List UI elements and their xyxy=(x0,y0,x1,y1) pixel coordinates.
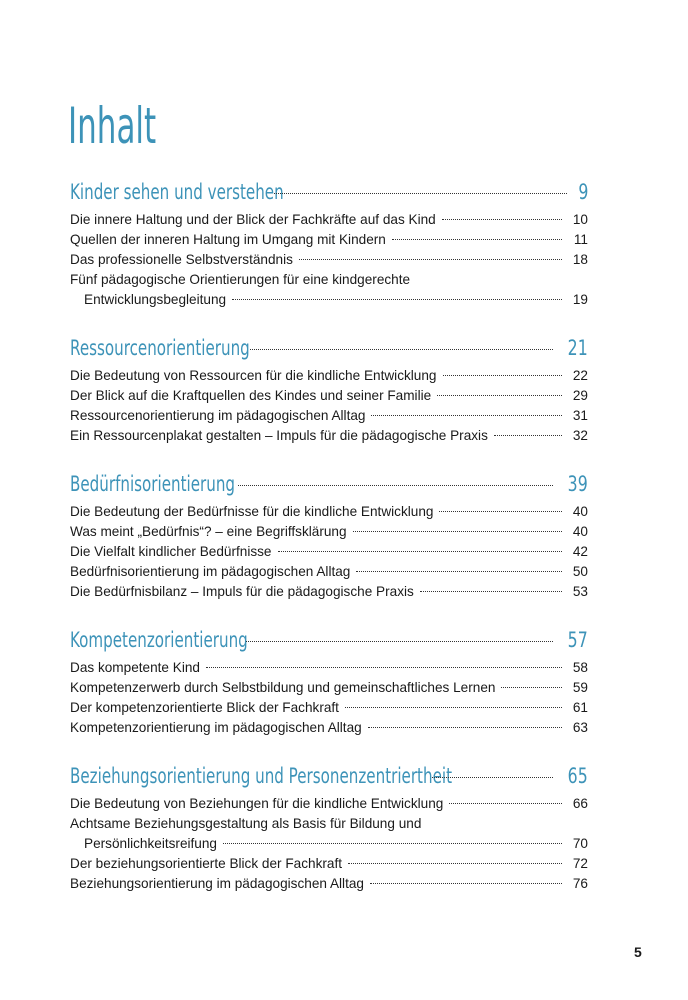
toc-entry[interactable] xyxy=(70,542,588,562)
dot-leader xyxy=(432,777,553,778)
dot-leader xyxy=(353,531,562,532)
chapter-title: Kompetenzorientierung xyxy=(70,628,248,652)
chapter-page: 9 xyxy=(577,180,588,204)
entry-page: 10 xyxy=(572,212,588,227)
dot-leader xyxy=(501,687,562,688)
entry-page: 72 xyxy=(572,856,588,871)
entry-page: 58 xyxy=(572,660,588,675)
toc-entry[interactable] xyxy=(70,814,588,834)
dot-leader xyxy=(274,193,567,194)
entry-page: 53 xyxy=(572,584,588,599)
entry-title: Ressourcenorientierung im pädagogischen Alltag xyxy=(70,408,366,423)
dot-leader xyxy=(250,349,553,350)
toc-entry[interactable] xyxy=(70,854,588,874)
dot-leader xyxy=(206,667,562,668)
toc-section xyxy=(70,336,588,446)
toc-section xyxy=(70,472,588,602)
dot-leader xyxy=(392,239,562,240)
entry-page: 40 xyxy=(572,504,588,519)
chapter-heading[interactable] xyxy=(70,336,588,366)
entry-title: Entwicklungsbegleitung xyxy=(84,292,227,307)
entry-page: 70 xyxy=(572,836,588,851)
toc-entry[interactable] xyxy=(70,210,588,230)
dot-leader xyxy=(449,803,562,804)
toc-entry[interactable] xyxy=(70,426,588,446)
toc-entry[interactable] xyxy=(70,874,588,894)
entry-page: 42 xyxy=(572,544,588,559)
toc-section xyxy=(70,628,588,738)
dot-leader xyxy=(494,435,562,436)
dot-leader xyxy=(223,843,562,844)
dot-leader xyxy=(348,863,562,864)
toc-entry[interactable] xyxy=(70,834,588,854)
chapter-page: 39 xyxy=(567,472,588,496)
entry-title: Was meint „Bedürfnis“? – eine Begriffsklärung xyxy=(70,524,347,539)
toc-entry[interactable] xyxy=(70,502,588,522)
entry-page: 59 xyxy=(572,680,588,695)
entry-page: 61 xyxy=(572,700,588,715)
entry-title: Das professionelle Selbstverständnis xyxy=(70,252,293,267)
entry-page: 32 xyxy=(572,428,588,443)
chapter-page: 65 xyxy=(567,764,588,788)
entry-title: Quellen der inneren Haltung im Umgang mit Kindern xyxy=(70,232,386,247)
entry-page: 11 xyxy=(573,232,588,247)
entry-title: Achtsame Beziehungsgestaltung als Basis für Bildung und xyxy=(70,816,422,831)
entry-title: Kompetenzorientierung im pädagogischen Alltag xyxy=(70,720,362,735)
dot-leader xyxy=(443,375,563,376)
chapter-heading[interactable] xyxy=(70,472,588,502)
entry-title: Der kompetenzorientierte Blick der Fachkraft xyxy=(70,700,339,715)
page-title: Inhalt xyxy=(68,97,157,155)
entry-title: Der beziehungsorientierte Blick der Fachkraft xyxy=(70,856,343,871)
dot-leader xyxy=(238,485,553,486)
entry-title: Die Bedeutung der Bedürfnisse für die kindliche Entwicklung xyxy=(70,504,434,519)
dot-leader xyxy=(439,511,562,512)
toc-entry[interactable] xyxy=(70,582,588,602)
dot-leader xyxy=(232,299,562,300)
entry-title: Bedürfnisorientierung im pädagogischen Alltag xyxy=(70,564,351,579)
table-of-contents xyxy=(70,180,588,894)
section-gap xyxy=(70,446,588,472)
chapter-title: Ressourcenorientierung xyxy=(70,336,250,360)
entry-page: 50 xyxy=(572,564,588,579)
chapter-page: 57 xyxy=(567,628,588,652)
toc-entry[interactable] xyxy=(70,230,588,250)
dot-leader xyxy=(437,395,562,396)
toc-entry[interactable] xyxy=(70,698,588,718)
dot-leader xyxy=(420,591,562,592)
chapter-heading[interactable] xyxy=(70,180,588,210)
entry-title: Das kompetente Kind xyxy=(70,660,200,675)
toc-entry[interactable] xyxy=(70,562,588,582)
dot-leader xyxy=(370,883,562,884)
section-gap xyxy=(70,310,588,336)
dot-leader xyxy=(278,551,563,552)
entry-title: Persönlichkeitsreifung xyxy=(84,836,217,851)
entry-title: Ein Ressourcenplakat gestalten – Impuls für die pädagogische Praxis xyxy=(70,428,488,443)
chapter-heading[interactable] xyxy=(70,628,588,658)
toc-entry[interactable] xyxy=(70,290,588,310)
chapter-title: Bedürfnisorientierung xyxy=(70,472,236,496)
entry-page: 40 xyxy=(572,524,588,539)
entry-title: Die Vielfalt kindlicher Bedürfnisse xyxy=(70,544,272,559)
toc-entry[interactable] xyxy=(70,386,588,406)
toc-entry[interactable] xyxy=(70,794,588,814)
chapter-title: Kinder sehen und verstehen xyxy=(70,180,284,204)
section-gap xyxy=(70,602,588,628)
entry-page: 63 xyxy=(572,720,588,735)
entry-title: Beziehungsorientierung im pädagogischen Alltag xyxy=(70,876,364,891)
entry-page: 76 xyxy=(572,876,588,891)
chapter-heading[interactable] xyxy=(70,764,588,794)
entry-page: 22 xyxy=(572,368,588,383)
toc-entry[interactable] xyxy=(70,658,588,678)
chapter-title: Beziehungsorientierung und Personenzentriertheit xyxy=(70,764,453,788)
entry-page: 31 xyxy=(572,408,588,423)
entry-page: 18 xyxy=(572,252,588,267)
entry-title: Die innere Haltung und der Blick der Fachkräfte auf das Kind xyxy=(70,212,436,227)
toc-section xyxy=(70,764,588,894)
dot-leader xyxy=(368,727,562,728)
toc-entry[interactable] xyxy=(70,718,588,738)
chapter-page: 21 xyxy=(567,336,588,360)
dot-leader xyxy=(246,641,553,642)
toc-entry[interactable] xyxy=(70,270,588,290)
dot-leader xyxy=(299,259,562,260)
entry-title: Die Bedürfnisbilanz – Impuls für die pädagogische Praxis xyxy=(70,584,414,599)
dot-leader xyxy=(356,571,562,572)
toc-section xyxy=(70,180,588,310)
toc-entry[interactable] xyxy=(70,366,588,386)
entry-title: Kompetenzerwerb durch Selbstbildung und gemeinschaftliches Lernen xyxy=(70,680,496,695)
toc-entry[interactable] xyxy=(70,250,588,270)
dot-leader xyxy=(442,219,562,220)
page-number: 5 xyxy=(634,944,642,960)
dot-leader xyxy=(345,707,562,708)
entry-title: Fünf pädagogische Orientierungen für eine kindgerechte xyxy=(70,272,411,287)
entry-title: Die Bedeutung von Beziehungen für die kindliche Entwicklung xyxy=(70,796,444,811)
entry-page: 19 xyxy=(572,292,588,307)
entry-page: 66 xyxy=(572,796,588,811)
toc-entry[interactable] xyxy=(70,678,588,698)
section-gap xyxy=(70,738,588,764)
toc-entry[interactable] xyxy=(70,522,588,542)
entry-page: 29 xyxy=(572,388,588,403)
entry-title: Die Bedeutung von Ressourcen für die kindliche Entwicklung xyxy=(70,368,437,383)
entry-title: Der Blick auf die Kraftquellen des Kindes und seiner Familie xyxy=(70,388,432,403)
dot-leader xyxy=(371,415,562,416)
toc-entry[interactable] xyxy=(70,406,588,426)
